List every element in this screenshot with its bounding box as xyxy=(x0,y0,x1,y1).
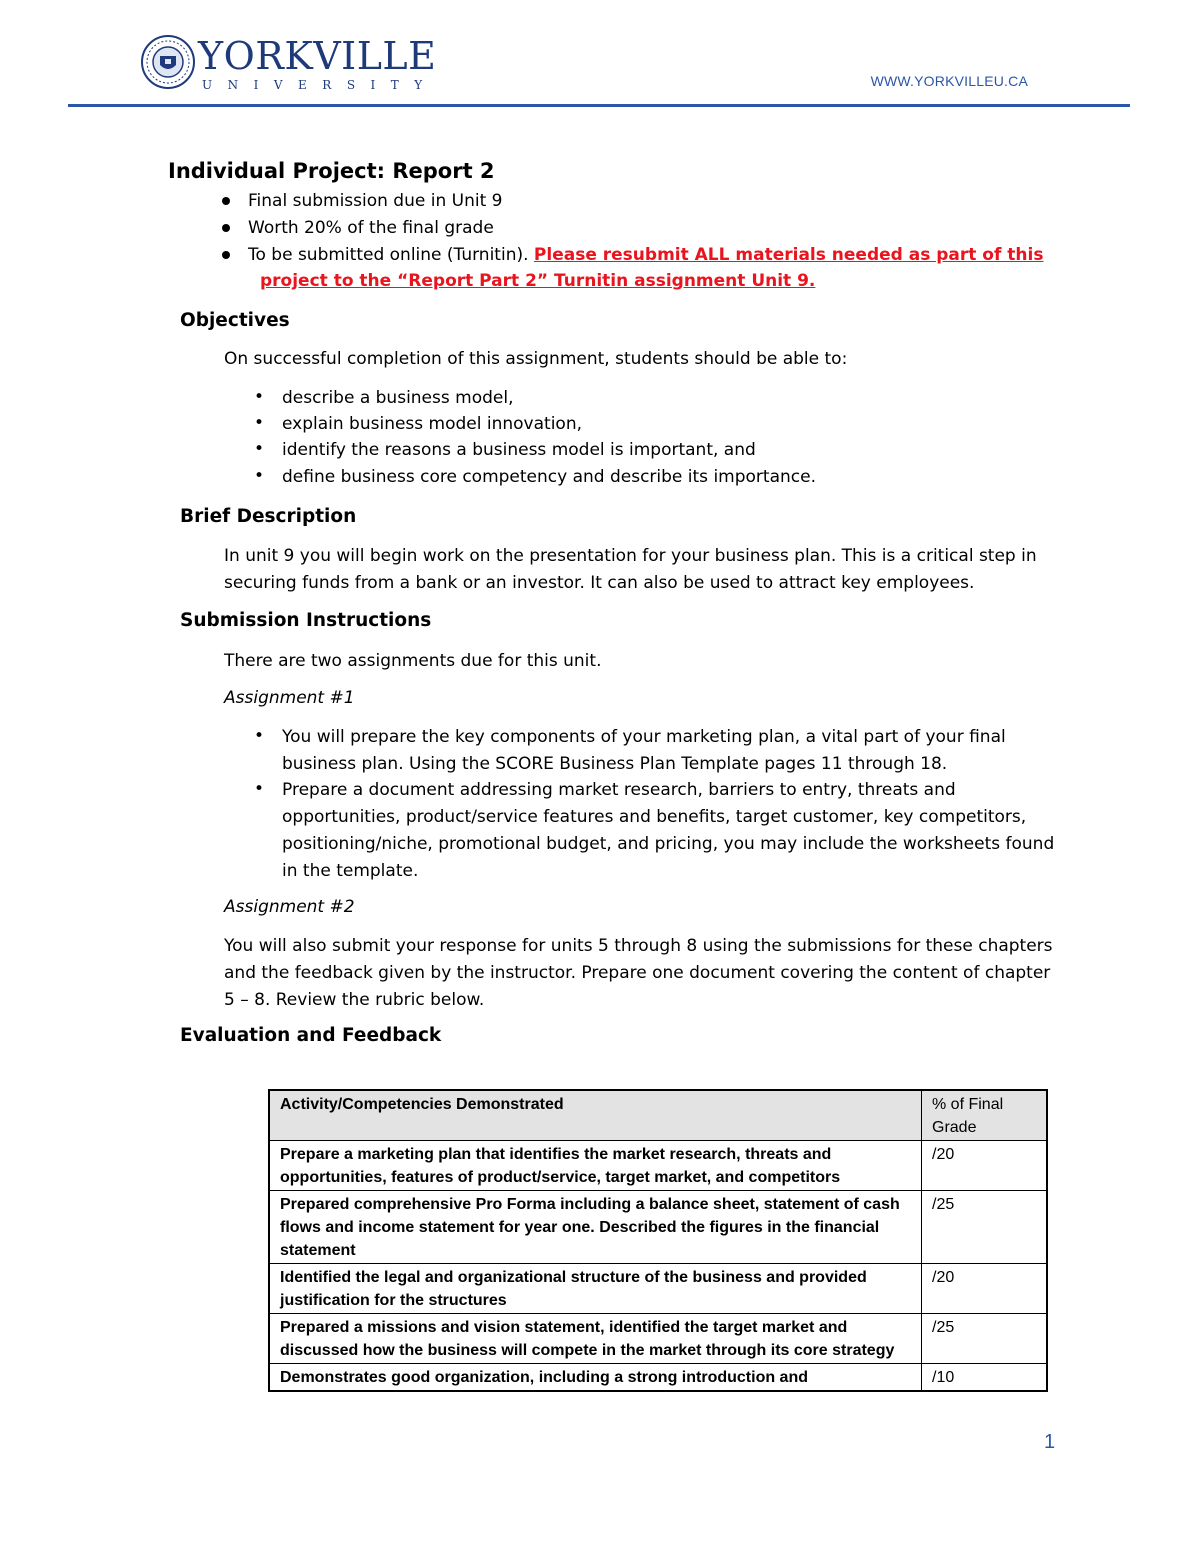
objectives-heading: Objectives xyxy=(180,310,290,331)
resubmit-notice[interactable]: Please resubmit ALL materials needed as part of this xyxy=(533,245,1044,265)
table-header-row xyxy=(269,1090,1047,1141)
objective-item: • explain business model innovation, xyxy=(282,414,582,434)
activity-cell: Prepare a marketing plan that identifies the market research, threats and opportunities, features of product/service, target market, and competitors xyxy=(269,1141,922,1191)
submission-intro: There are two assignments due for this unit. xyxy=(224,651,602,671)
page-number: 1 xyxy=(1044,1431,1056,1453)
assignment-1-label: Assignment #1 xyxy=(224,688,355,708)
assignment-2-text: You will also submit your response for units 5 through 8 using the submissions for these chapters and the feedback given by the instructor. Prepare one document covering the content of chapter 5 – 8. Review the rubric below. xyxy=(224,936,1053,1010)
table-row xyxy=(269,1314,1047,1364)
activity-cell: Demonstrates good organization, including a strong introduction and xyxy=(269,1364,922,1392)
page-title: Individual Project: Report 2 xyxy=(168,159,495,183)
table-row xyxy=(269,1364,1047,1392)
grade-cell: /10 xyxy=(922,1364,1048,1392)
summary-bullet: Final submission due in Unit 9 xyxy=(248,191,503,211)
table-row xyxy=(269,1191,1047,1264)
column-header-grade: % of Final Grade xyxy=(922,1090,1048,1141)
column-header-activity: Activity/Competencies Demonstrated xyxy=(269,1090,922,1141)
grade-cell: /25 xyxy=(922,1191,1048,1264)
assignment-2-label: Assignment #2 xyxy=(224,897,355,917)
activity-cell: Identified the legal and organizational structure of the business and provided justification for the structures xyxy=(269,1264,922,1314)
website-link[interactable]: WWW.YORKVILLEU.CA xyxy=(870,73,1028,89)
brief-description-heading: Brief Description xyxy=(180,506,357,527)
rubric-table xyxy=(268,1089,1048,1392)
university-logo xyxy=(140,34,438,94)
table-row xyxy=(269,1141,1047,1191)
objective-item: • identify the reasons a business model is important, and xyxy=(282,440,756,460)
summary-bullet xyxy=(248,245,1043,265)
evaluation-heading: Evaluation and Feedback xyxy=(180,1025,442,1046)
table-row xyxy=(269,1264,1047,1314)
submission-method: To be submitted online (Turnitin). xyxy=(248,245,529,265)
assignment-1-item: • You will prepare the key components of your marketing plan, a vital part of your final business plan. Using the SCORE Business Plan Template pages 11 through 18. xyxy=(282,724,1052,778)
activity-cell: Prepared a missions and vision statement, identified the target market and discussed how the business will compete in the market through its core strategy xyxy=(269,1314,922,1364)
header-divider xyxy=(68,104,1130,107)
objective-item: • describe a business model, xyxy=(282,388,513,408)
resubmit-notice-continued[interactable]: project to the “Report Part 2” Turnitin assignment Unit 9. xyxy=(260,271,816,291)
summary-bullet: Worth 20% of the final grade xyxy=(248,218,494,238)
grade-cell: /20 xyxy=(922,1264,1048,1314)
brief-description-text: In unit 9 you will begin work on the presentation for your business plan. This is a critical step in securing funds from a bank or an investor. It can also be used to attract key employees. xyxy=(224,546,1037,593)
crest-icon xyxy=(140,34,196,90)
activity-cell: Prepared comprehensive Pro Forma including a balance sheet, statement of cash flows and income statement for year one. Described the figures in the financial statement xyxy=(269,1191,922,1264)
logo-wordmark: YORKVILLE xyxy=(198,34,437,78)
grade-cell: /25 xyxy=(922,1314,1048,1364)
assignment-1-item: • Prepare a document addressing market research, barriers to entry, threats and opportunities, product/service features and benefits, target customer, key competitors, positioning/niche, promotional budget, and pricing, you may include the worksheets found in the template. xyxy=(282,777,1072,885)
objective-item: • define business core competency and describe its importance. xyxy=(282,467,816,487)
submission-heading: Submission Instructions xyxy=(180,610,432,631)
grade-cell: /20 xyxy=(922,1141,1048,1191)
objectives-intro: On successful completion of this assignment, students should be able to: xyxy=(224,349,848,369)
logo-subtitle: UNIVERSITY xyxy=(202,78,438,92)
